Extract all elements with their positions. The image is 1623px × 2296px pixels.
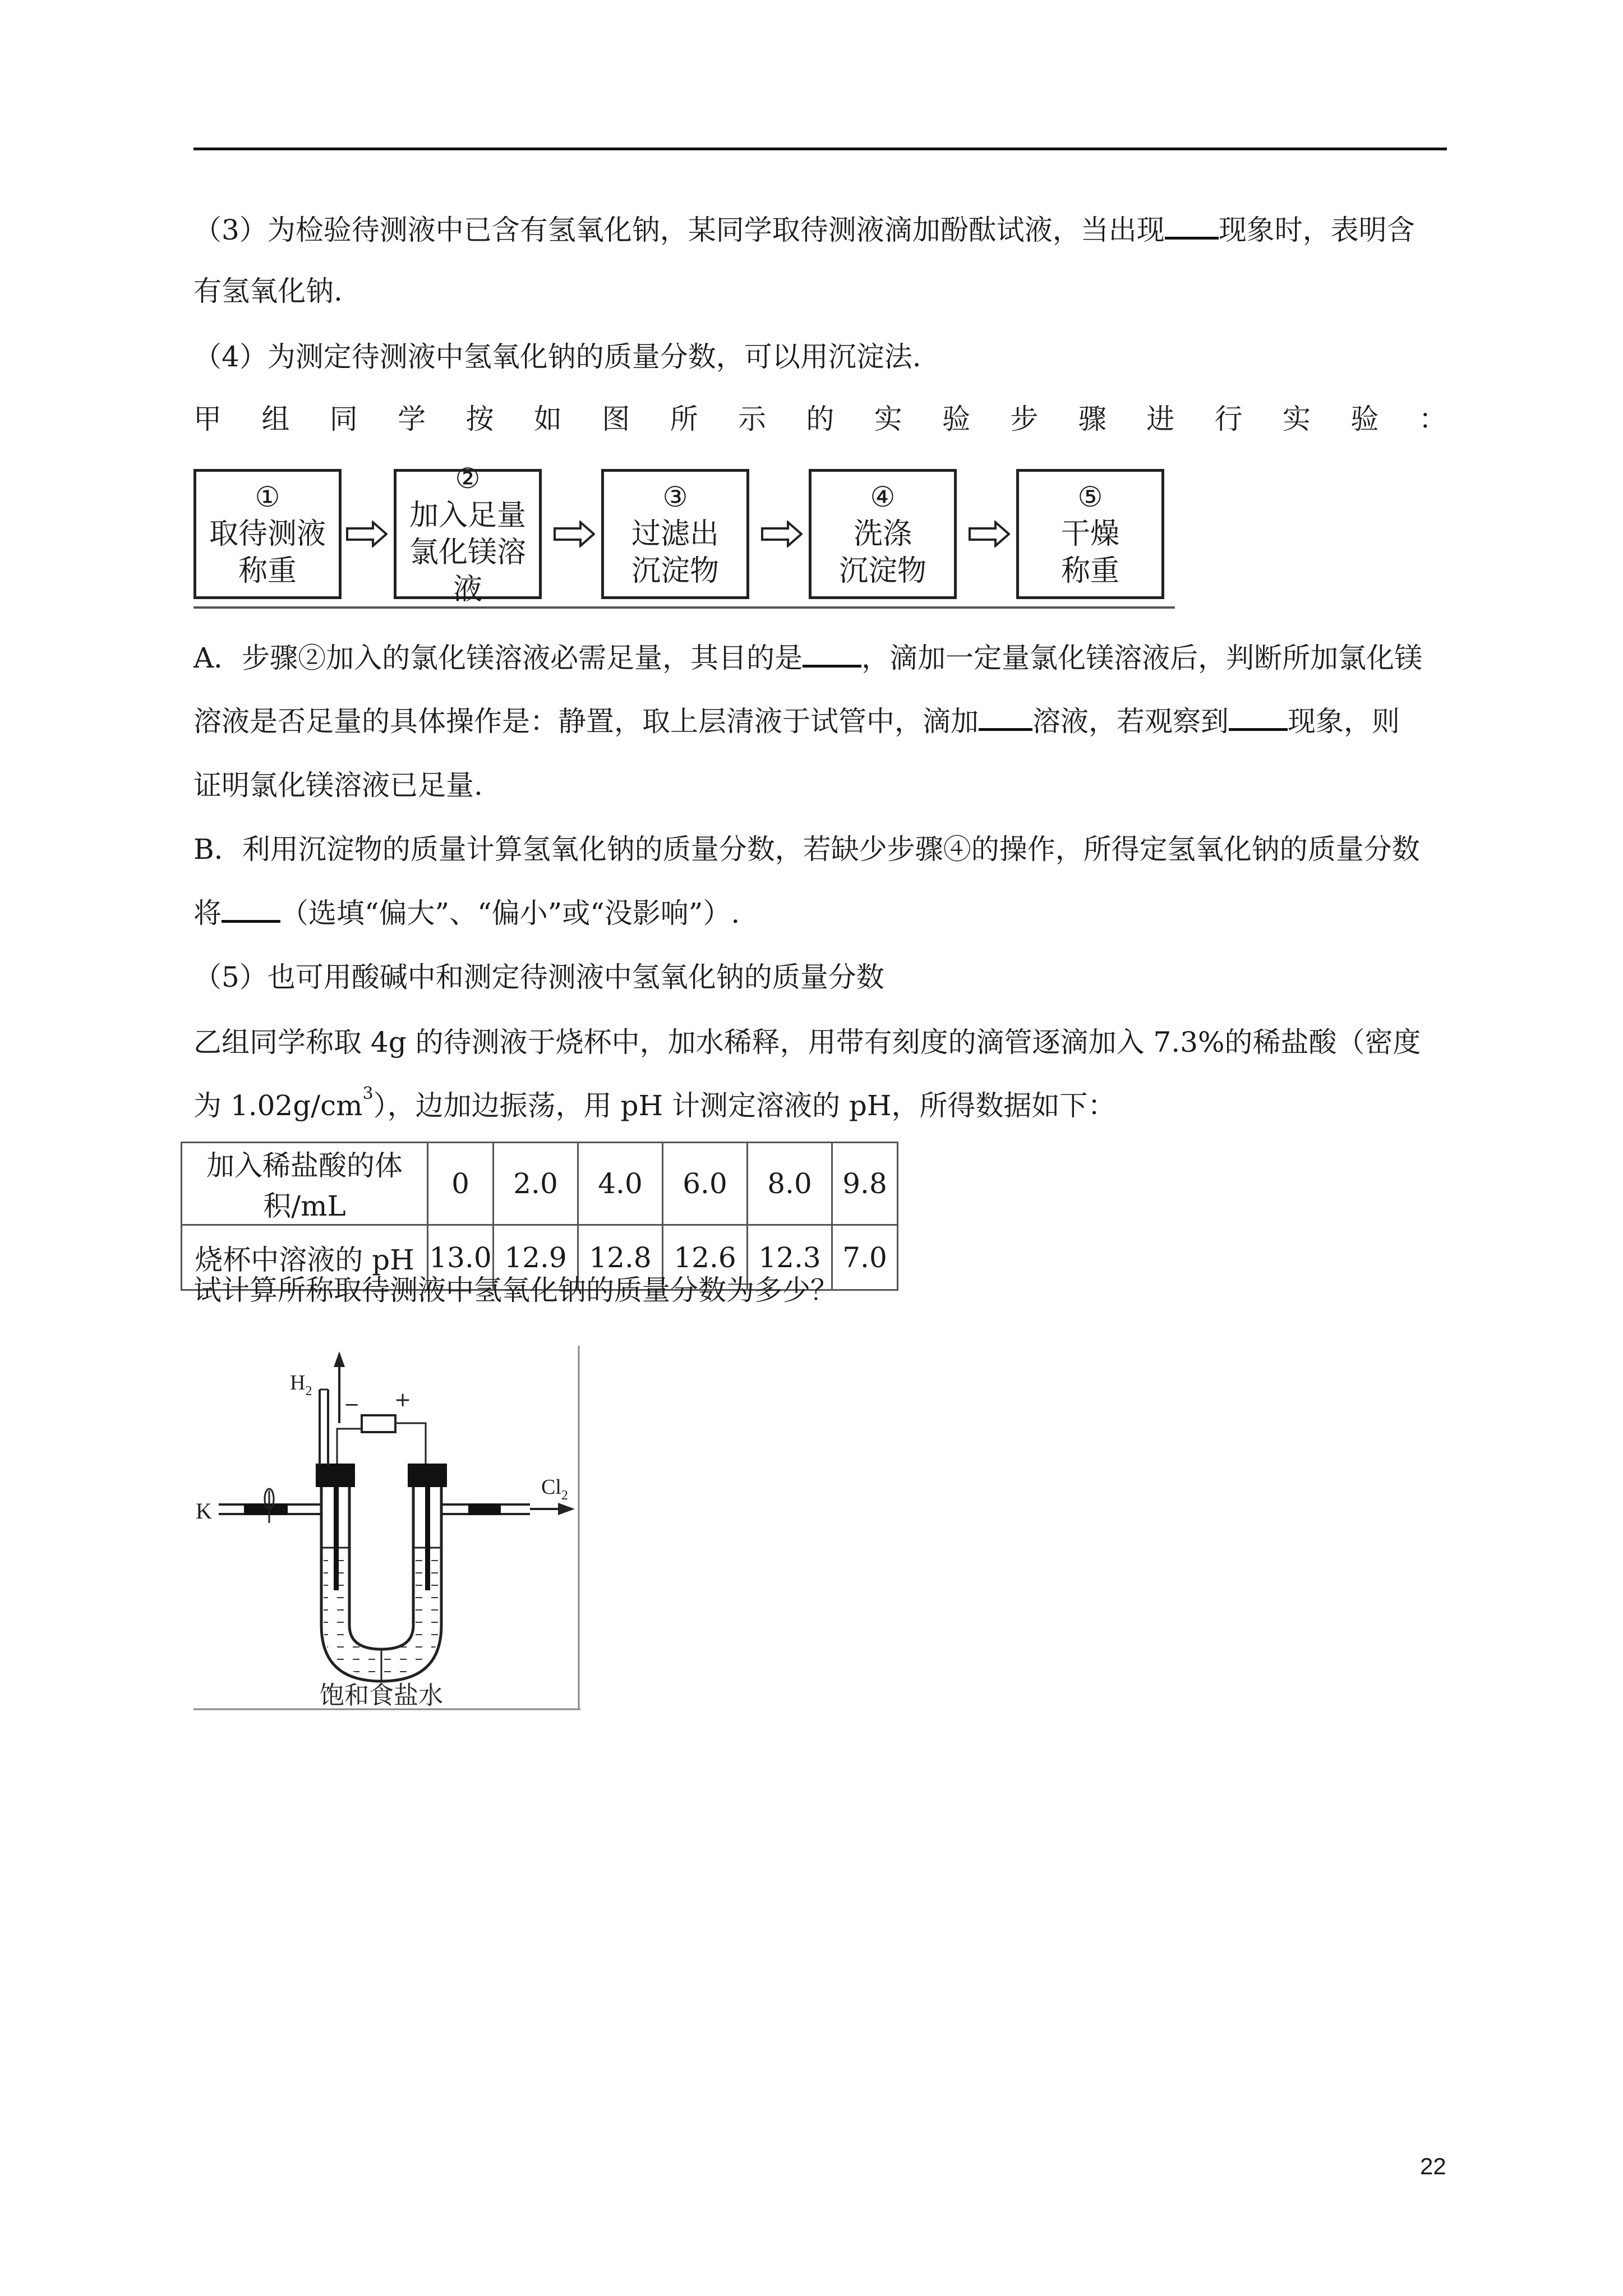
q5-intro: （5）也可用酸碱中和测定待测液中氢氧化钠的质量分数 [193,961,884,993]
q4-group-line [193,399,1447,439]
negative-terminal-label: − [344,1393,360,1416]
q4-b-line1: B．利用沉淀物的质量计算氢氧化钠的质量分数，若缺少步骤④的操作，所得定氢氧化钠的质量分数 [193,833,1420,866]
header-rule [193,148,1447,150]
step-text: 取待测液 [209,517,326,551]
group-line-char: 的 [806,403,834,435]
q5-line1: 乙组同学称取 4g 的待测液于烧杯中，加水稀释，用带有刻度的滴管逐滴加入 7.3%的稀盐酸（密度 [193,1026,1421,1059]
q5-question: 试计算所称取待测液中氢氧化钠的质量分数为多少？ [193,1274,838,1306]
group-line-char: 行 [1214,403,1243,435]
table-cell: 2.0 [494,1143,578,1225]
step-text: 干燥 [1061,517,1119,551]
text: 为 1.02g/cm [193,1089,363,1122]
answer-blank [1165,213,1219,240]
table-cell: 12.3 [748,1225,832,1290]
table-cell: 6.0 [663,1143,748,1225]
flow-step-4 [809,469,957,599]
text: 将 [193,897,222,930]
flow-step-1 [193,469,342,599]
clamp-k-label: K [196,1498,212,1524]
flow-step-2 [394,462,542,606]
flow-step-5 [1016,469,1164,599]
q4-a-line2 [193,701,1447,742]
table-cell: 12.9 [494,1225,578,1290]
h2-label: $H_2$ [290,1371,312,1398]
text: 现象，则 [1288,705,1400,738]
right-arrow-icon [554,521,595,547]
right-arrow-icon [761,521,803,547]
group-line-char: 学 [398,403,426,435]
step-number: ③ [662,481,688,513]
superscript: 3 [362,1084,374,1103]
q5-line2 [193,1085,1447,1126]
q3-text-a: （3）为检验待测液中已含有氢氧化钠，某同学取待测液滴加酚酞试液，当出现 [193,214,1165,246]
text: ），边加边振荡，用 pH 计测定溶液的 pH，所得数据如下： [373,1089,1116,1122]
answer-blank [1229,705,1288,731]
table-row [182,1143,898,1225]
right-arrow-icon [346,521,388,547]
step-number: ④ [870,481,896,513]
table-cell: 12.6 [663,1225,748,1290]
table-cell: 12.8 [578,1225,663,1290]
step-text: 加入足量 [409,499,526,532]
text: 溶液，若观察到 [1032,705,1229,738]
q3-line1 [193,210,1447,250]
step-number: ② [455,462,481,495]
table-header-cell: 加入稀盐酸的体积/mL [182,1143,428,1225]
cl2-label: $Cl_2$ [541,1475,568,1503]
group-line-char: 骤 [1078,403,1106,435]
text: ，滴加一定量氯化镁溶液后，判断所加氯化镁 [861,642,1423,674]
table-cell: 13.0 [428,1225,494,1290]
group-line-char: 验 [942,403,971,435]
q4-intro: （4）为测定待测液中氢氧化钠的质量分数，可以用沉淀法. [193,341,921,373]
table-cell: 0 [428,1143,494,1225]
q4-b-line2 [193,893,1447,933]
step-text: 沉淀物 [838,554,926,588]
experiment-flowchart [193,462,1175,609]
q4-a-line1 [193,638,1447,678]
step-text: 洗涤 [853,517,912,551]
step-number: ① [255,481,280,513]
group-line-char: 所 [670,403,698,435]
positive-terminal-label: + [394,1388,412,1411]
group-line-char: 进 [1146,403,1175,435]
q4-a-line3: 证明氯化镁溶液已足量. [193,769,483,802]
text: 溶液是否足量的具体操作是：静置，取上层清液于试管中，滴加 [193,705,979,738]
answer-blank [222,896,280,923]
right-arrow-icon [969,521,1010,547]
table-cell: 4.0 [578,1143,663,1225]
group-line-char: 如 [533,403,562,435]
group-line-char: 图 [602,403,630,435]
step-text: 过滤出 [631,517,719,551]
answer-blank [803,641,861,668]
group-line-char: 同 [329,403,358,435]
step-number: ⑤ [1077,481,1103,513]
answer-blank [979,705,1032,731]
q3-line2: 有氢氧化钠. [193,275,343,307]
table-header-cell: 烧杯中溶液的 pH [182,1225,428,1290]
flow-step-3 [601,469,749,599]
group-line-char: 步 [1010,403,1039,435]
group-line-char: 组 [261,403,290,435]
q3-text-b: 现象时，表明含 [1218,214,1415,246]
group-line-char: ： [1418,403,1447,435]
table-cell: 9.8 [832,1143,898,1225]
ph-data-table [181,1142,898,1291]
group-line-char: 按 [465,403,494,435]
group-line-char: 实 [874,403,902,435]
electrolysis-apparatus-figure [193,1345,580,1710]
figure-caption: 饱和食盐水 [320,1681,443,1710]
text: （选填“偏大”、“偏小”或“没影响”）. [280,897,740,930]
text: A．步骤②加入的氯化镁溶液必需足量，其目的是 [193,642,803,674]
page-number: 22 [1420,2153,1446,2179]
group-line-char: 甲 [193,403,222,435]
flowchart-baseline [193,606,1175,609]
step-text: 称重 [238,554,297,588]
group-line-char: 验 [1350,403,1379,435]
group-line-char: 示 [738,403,766,435]
table-cell: 7.0 [832,1225,898,1290]
step-text: 称重 [1061,554,1119,588]
table-cell: 8.0 [748,1143,832,1225]
step-text: 沉淀物 [631,554,719,588]
group-line-char: 实 [1283,403,1311,435]
step-text: 氯化镁溶液 [409,536,526,606]
